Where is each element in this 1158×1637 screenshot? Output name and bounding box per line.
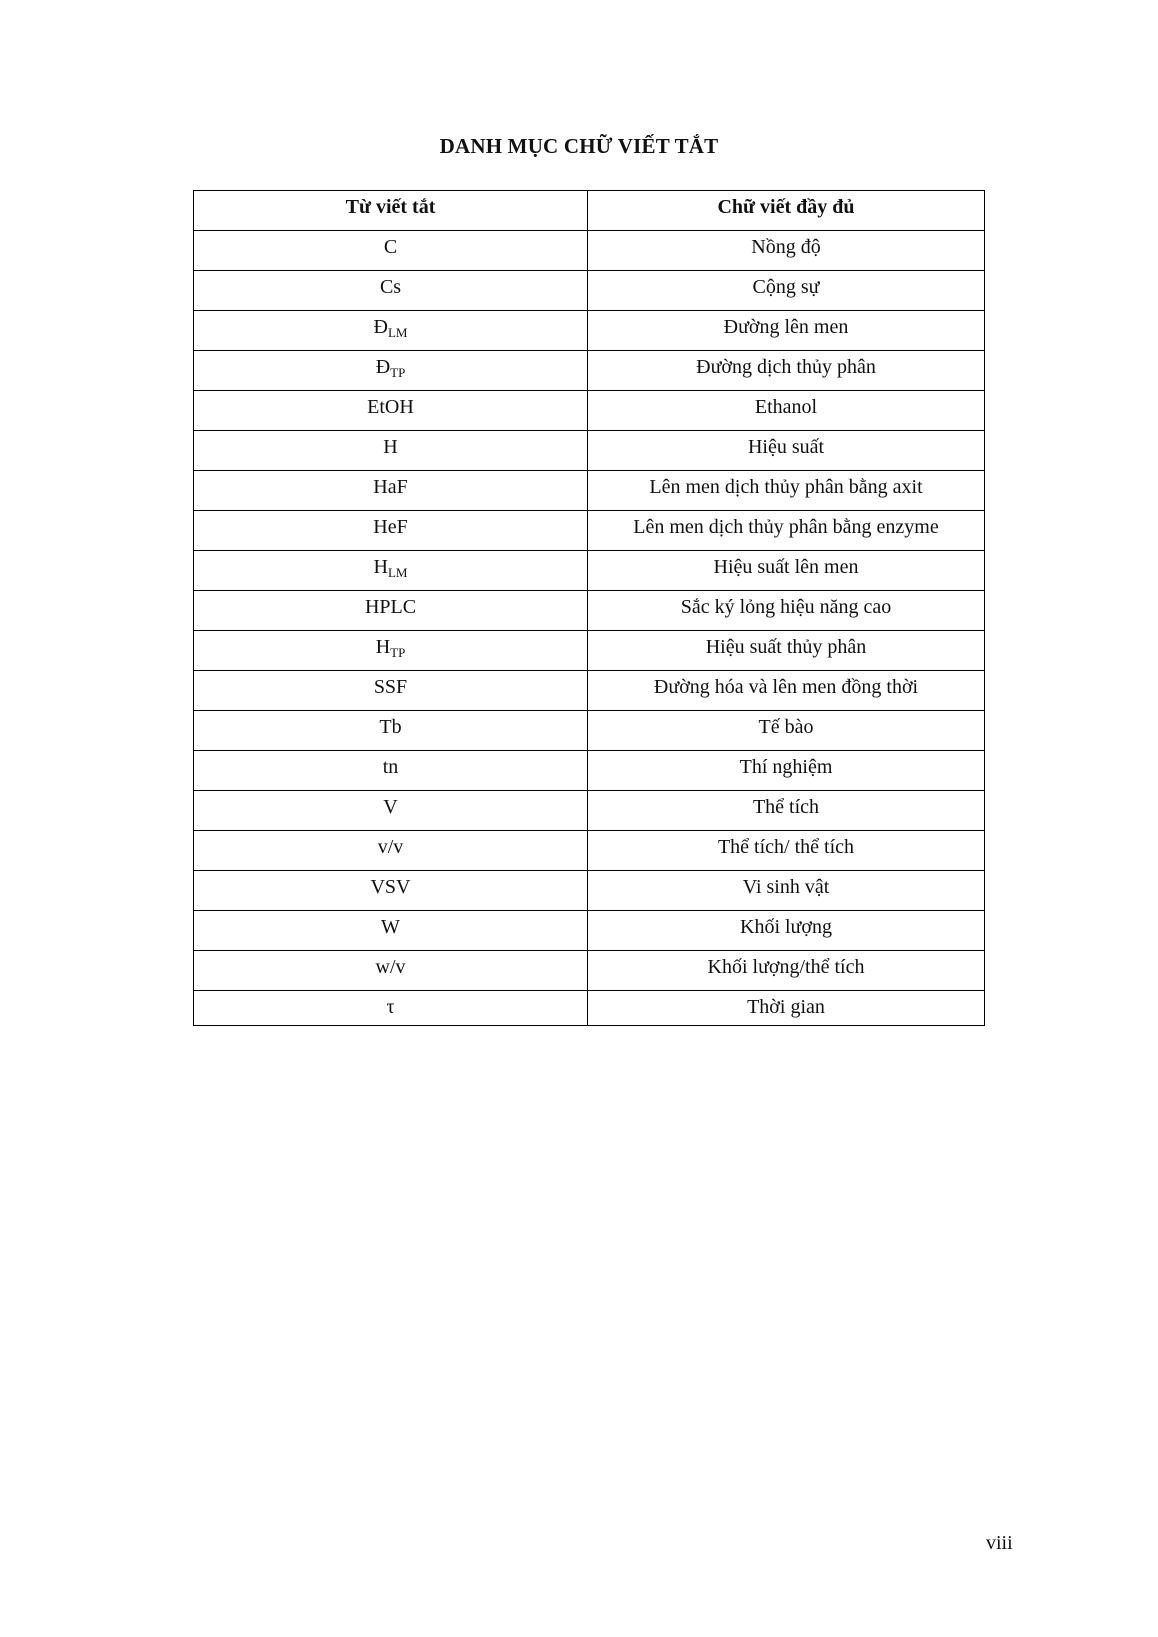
abbreviation-subscript: TP [390, 645, 406, 660]
header-abbreviation: Từ viết tắt [194, 191, 588, 231]
abbreviation-cell [194, 791, 588, 831]
abbreviation-text: VSV [370, 876, 411, 898]
abbreviation-table [193, 190, 985, 1026]
header-full-form: Chữ viết đầy đủ [588, 191, 985, 231]
full-form-cell: Hiệu suất thủy phân [588, 631, 985, 671]
table-row [194, 871, 985, 911]
abbreviation-cell [194, 711, 588, 751]
abbreviation-text: Đ [375, 356, 391, 378]
table-row [194, 511, 985, 551]
table-row [194, 791, 985, 831]
abbreviation-cell [194, 431, 588, 471]
abbreviation-cell [194, 991, 588, 1026]
full-form-cell: Lên men dịch thủy phân bằng axit [588, 471, 985, 511]
abbreviation-cell [194, 831, 588, 871]
table-row [194, 911, 985, 951]
table-row [194, 671, 985, 711]
abbreviation-cell [194, 751, 588, 791]
abbreviation-subscript: LM [387, 325, 408, 340]
abbreviation-text: V [383, 796, 398, 818]
full-form-cell: Thể tích [588, 791, 985, 831]
abbreviation-cell [194, 951, 588, 991]
abbreviation-cell [194, 671, 588, 711]
abbreviation-text: W [381, 916, 400, 938]
table-row [194, 631, 985, 671]
abbreviation-cell [194, 311, 588, 351]
abbreviation-subscript: TP [390, 365, 406, 380]
abbreviation-cell [194, 351, 588, 391]
abbreviation-text: C [383, 236, 398, 258]
full-form-cell: Ethanol [588, 391, 985, 431]
abbreviation-text: EtOH [367, 396, 414, 418]
full-form-cell: Thể tích/ thể tích [588, 831, 985, 871]
table-row [194, 551, 985, 591]
abbreviation-text: τ [386, 996, 395, 1018]
table-row [194, 271, 985, 311]
table-row [194, 751, 985, 791]
abbreviation-cell [194, 631, 588, 671]
table-row [194, 351, 985, 391]
abbreviation-text: H [375, 636, 391, 658]
abbreviation-text: SSF [373, 676, 408, 698]
full-form-cell: Đường dịch thủy phân [588, 351, 985, 391]
full-form-cell: Cộng sự [588, 271, 985, 311]
abbreviation-subscript: LM [387, 565, 408, 580]
table-row [194, 431, 985, 471]
abbreviation-text: H [373, 556, 388, 578]
full-form-cell: Tế bào [588, 711, 985, 751]
abbreviation-cell [194, 871, 588, 911]
full-form-cell: Thí nghiệm [588, 751, 985, 791]
full-form-cell: Sắc ký lỏng hiệu năng cao [588, 591, 985, 631]
abbreviation-text: v/v [377, 836, 404, 858]
full-form-cell: Đường hóa và lên men đồng thời [588, 671, 985, 711]
page-title: DANH MỤC CHỮ VIẾT TẮT [439, 134, 719, 158]
abbreviation-text: H [383, 436, 398, 458]
abbreviation-cell [194, 551, 588, 591]
abbreviation-text: HPLC [364, 596, 417, 618]
full-form-cell: Khối lượng [588, 911, 985, 951]
abbreviation-cell [194, 591, 588, 631]
abbreviation-text: tn [382, 756, 399, 778]
abbreviation-cell [194, 911, 588, 951]
abbreviation-text: Cs [379, 276, 402, 298]
abbreviation-cell [194, 471, 588, 511]
table-row [194, 951, 985, 991]
full-form-cell: Lên men dịch thủy phân bằng enzyme [588, 511, 985, 551]
abbreviation-cell [194, 511, 588, 551]
page-number: viii [986, 1532, 1013, 1554]
full-form-cell: Vi sinh vật [588, 871, 985, 911]
full-form-cell: Khối lượng/thể tích [588, 951, 985, 991]
full-form-cell: Nồng độ [588, 231, 985, 271]
abbreviation-cell [194, 391, 588, 431]
table-row [194, 231, 985, 271]
abbreviation-text: Đ [373, 316, 388, 338]
full-form-cell: Thời gian [588, 991, 985, 1026]
table-row [194, 311, 985, 351]
full-form-cell: Hiệu suất [588, 431, 985, 471]
table-header-row [194, 191, 985, 231]
table-row [194, 831, 985, 871]
abbreviation-text: HaF [373, 476, 408, 498]
abbreviation-cell [194, 271, 588, 311]
abbreviation-cell [194, 231, 588, 271]
abbreviation-text: Tb [379, 716, 402, 738]
abbreviation-text: HeF [373, 516, 408, 538]
full-form-cell: Đường lên men [588, 311, 985, 351]
table-row [194, 471, 985, 511]
table-row [194, 591, 985, 631]
table-row [194, 711, 985, 751]
table-row [194, 391, 985, 431]
abbreviation-text: w/v [375, 956, 406, 978]
table-row [194, 991, 985, 1026]
full-form-cell: Hiệu suất lên men [588, 551, 985, 591]
